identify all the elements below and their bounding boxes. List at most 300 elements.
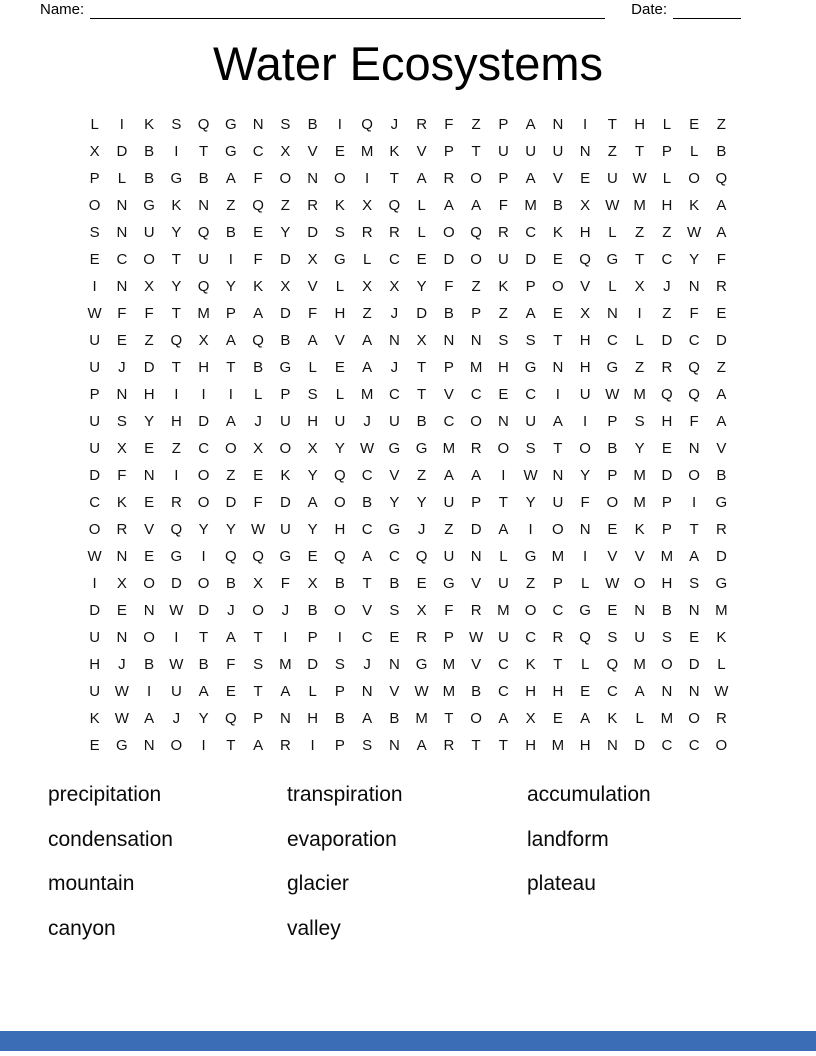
grid-row [81,597,735,624]
grid-row [81,381,735,408]
grid-letter: C [606,332,618,349]
grid-letter: U [525,143,537,160]
grid-letter: A [525,305,536,322]
grid-letter: J [227,602,235,619]
grid-letter: I [692,494,697,511]
grid-letter: X [116,575,127,592]
grid-letter: Y [307,467,318,484]
grid-letter: A [443,467,454,484]
grid-letter: S [334,224,345,241]
grid-letter: Y [525,494,536,511]
grid-letter: O [225,440,237,457]
grid-letter: A [144,710,155,727]
grid-row [81,273,735,300]
grid-letter: B [225,224,236,241]
grid-letter: C [688,737,700,754]
grid-letter: A [225,413,236,430]
grid-letter: F [117,305,127,322]
grid-letter: D [198,413,210,430]
grid-letter: Q [688,359,700,376]
grid-letter: P [607,467,618,484]
grid-letter: D [688,656,700,673]
grid-letter: L [608,224,617,241]
grid-letter: C [361,467,373,484]
grid-letter: J [390,359,399,376]
grid-letter: N [116,197,128,214]
grid-letter: I [583,116,588,133]
grid-letter: Z [226,197,236,214]
grid-letter: C [525,629,537,646]
grid-letter: R [443,737,455,754]
grid-letter: B [334,575,345,592]
grid-letter: D [634,737,646,754]
grid-letter: K [716,629,727,646]
grid-letter: U [198,251,210,268]
grid-letter: H [661,575,673,592]
grid-letter: T [635,143,645,160]
grid-letter: S [334,656,345,673]
grid-letter: Z [471,278,481,295]
grid-letter: P [443,143,454,160]
grid-letter: M [633,656,646,673]
grid-letter: G [225,143,237,160]
grid-letter: K [389,143,400,160]
grid-letter: O [633,575,646,592]
grid-letter: W [114,710,129,727]
grid-letter: F [444,278,454,295]
grid-letter: Q [579,629,591,646]
grid-letter: B [198,656,209,673]
grid-letter: F [580,494,590,511]
grid-letter: X [253,440,264,457]
grid-letter: N [661,683,673,700]
grid-letter: B [661,602,672,619]
grid-letter: M [660,548,674,565]
grid-letter: M [360,386,374,403]
word-list [48,773,786,951]
grid-letter: N [307,170,319,187]
grid-letter: G [606,251,619,268]
grid-letter: R [279,737,291,754]
grid-letter: S [634,413,645,430]
grid-letter: H [334,521,346,538]
grid-letter: B [607,440,618,457]
grid-letter: A [443,197,454,214]
grid-letter: K [607,710,618,727]
grid-letter: S [280,116,291,133]
grid-row [81,678,735,705]
grid-letter: M [497,602,510,619]
grid-letter: A [225,332,236,349]
grid-letter: E [116,602,127,619]
grid-letter: T [199,143,209,160]
grid-letter: O [88,197,101,214]
grid-letter: R [416,629,428,646]
grid-letter: Y [198,521,209,538]
grid-letter: H [170,413,182,430]
grid-letter: G [334,251,346,268]
grid-letter: A [471,467,482,484]
grid-letter: S [307,386,318,403]
grid-letter: F [280,575,290,592]
grid-letter: H [634,116,646,133]
grid-letter: I [119,116,124,133]
grid-letter: C [388,386,400,403]
grid-row [81,300,735,327]
grid-letter: W [687,224,702,241]
grid-letter: T [417,386,427,403]
grid-letter: B [198,170,209,187]
grid-letter: F [253,170,263,187]
grid-letter: U [89,440,101,457]
grid-letter: C [388,548,400,565]
grid-letter: O [334,170,346,187]
grid-letter: V [389,467,400,484]
grid-letter: C [361,629,373,646]
grid-letter: N [634,602,646,619]
grid-letter: K [280,467,291,484]
grid-letter: G [170,170,183,187]
grid-letter: G [388,440,401,457]
grid-letter: W [87,305,102,322]
word-search-grid [81,111,735,759]
grid-letter: E [253,467,264,484]
grid-letter: V [471,656,482,673]
grid-letter: A [525,116,536,133]
grid-letter: O [143,575,155,592]
grid-letter: L [635,332,644,349]
grid-letter: E [689,116,700,133]
grid-letter: U [89,359,101,376]
grid-letter: W [605,575,620,592]
grid-letter: K [144,116,155,133]
grid-letter: Z [716,359,726,376]
grid-letter: A [253,305,264,322]
grid-letter: D [279,251,291,268]
name-date-header [40,1,741,19]
grid-letter: F [253,251,263,268]
grid-letter: N [579,521,591,538]
grid-letter: I [201,386,206,403]
grid-letter: T [689,521,699,538]
grid-letter: A [716,413,727,430]
grid-letter: F [716,251,726,268]
grid-row [81,219,735,246]
grid-letter: U [443,548,455,565]
grid-letter: I [501,467,506,484]
grid-letter: D [661,467,673,484]
grid-letter: L [90,116,99,133]
grid-row [81,327,735,354]
grid-letter: M [524,197,537,214]
grid-letter: P [443,629,454,646]
grid-letter: X [198,332,209,349]
grid-letter: A [362,548,373,565]
grid-letter: B [716,143,727,160]
grid-letter: W [87,548,102,565]
grid-letter: B [307,116,318,133]
grid-letter: G [443,575,455,592]
grid-row [81,489,735,516]
grid-letter: Q [252,548,264,565]
grid-letter: R [116,521,128,538]
grid-letter: P [661,494,672,511]
grid-letter: S [89,224,100,241]
grid-letter: A [580,710,591,727]
grid-letter: Y [634,440,645,457]
grid-letter: G [143,197,155,214]
grid-letter: P [607,413,618,430]
grid-letter: A [552,413,563,430]
grid-letter: B [443,305,454,322]
grid-letter: M [197,305,210,322]
grid-letter: Z [607,143,617,160]
grid-letter: P [334,683,345,700]
grid-letter: S [525,332,536,349]
grid-letter: Y [171,224,182,241]
page-title: Water Ecosystems [213,37,603,90]
grid-letter: K [498,278,509,295]
grid-letter: K [89,710,100,727]
grid-letter: U [170,683,182,700]
grid-letter: O [170,737,183,754]
grid-letter: T [171,359,181,376]
grid-letter: X [280,143,291,160]
grid-letter: B [416,413,427,430]
grid-letter: D [307,656,319,673]
grid-letter: F [498,197,508,214]
grid-letter: U [279,413,291,430]
grid-row [81,408,735,435]
grid-letter: O [470,710,482,727]
grid-letter: N [143,737,155,754]
grid-letter: S [253,656,264,673]
grid-letter: O [279,440,292,457]
grid-letter: N [116,278,128,295]
grid-letter: F [308,305,318,322]
grid-letter: M [633,386,646,403]
grid-letter: K [116,494,127,511]
grid-letter: Q [579,251,591,268]
grid-letter: P [225,305,236,322]
grid-letter: V [552,170,563,187]
grid-letter: T [444,710,454,727]
grid-letter: E [389,629,400,646]
grid-letter: N [443,332,455,349]
grid-letter: O [197,467,210,484]
grid-letter: Z [635,224,645,241]
grid-letter: Z [417,467,427,484]
grid-letter: L [689,143,699,160]
grid-letter: Y [689,251,700,268]
grid-letter: S [171,116,182,133]
grid-letter: Y [416,494,427,511]
grid-letter: Y [280,224,291,241]
grid-letter: H [579,224,591,241]
grid-letter: H [143,386,155,403]
grid-letter: N [579,143,591,160]
grid-letter: M [633,494,646,511]
word-item: valley [287,916,341,940]
grid-letter: T [471,737,481,754]
grid-letter: V [334,332,345,349]
grid-letter: U [606,170,618,187]
grid-letter: H [661,413,673,430]
grid-letter: V [580,278,591,295]
grid-letter: E [89,251,100,268]
grid-row [81,732,735,759]
grid-letter: C [661,737,673,754]
grid-letter: N [470,548,482,565]
grid-letter: I [92,278,97,295]
grid-letter: J [254,413,262,430]
grid-row [81,138,735,165]
grid-letter: V [443,386,454,403]
grid-letter: A [471,197,482,214]
grid-letter: M [551,548,565,565]
grid-letter: A [416,737,427,754]
grid-letter: Q [388,197,401,214]
grid-letter: Q [688,386,700,403]
grid-letter: F [226,656,236,673]
grid-letter: J [281,602,290,619]
grid-letter: E [661,440,672,457]
grid-letter: I [637,305,642,322]
grid-letter: J [118,656,126,673]
grid-letter: Y [389,494,400,511]
grid-letter: E [416,575,427,592]
grid-letter: F [144,305,154,322]
grid-letter: O [661,656,673,673]
grid-letter: I [174,386,179,403]
grid-letter: N [116,386,128,403]
grid-letter: J [390,116,399,133]
grid-letter: Z [662,224,672,241]
grid-letter: J [663,278,671,295]
grid-letter: G [279,548,292,565]
grid-letter: U [89,332,101,349]
grid-letter: X [362,197,373,214]
grid-letter: V [362,602,373,619]
grid-letter: E [116,332,127,349]
grid-letter: N [688,602,700,619]
grid-letter: X [634,278,645,295]
grid-letter: R [307,197,319,214]
grid-letter: L [717,656,726,673]
grid-letter: O [688,710,700,727]
grid-letter: C [552,602,564,619]
grid-letter: X [580,197,591,214]
grid-row [81,624,735,651]
grid-letter: E [498,386,509,403]
grid-letter: W [714,683,729,700]
grid-letter: M [633,467,646,484]
grid-letter: E [307,548,318,565]
grid-letter: D [170,575,182,592]
grid-letter: T [253,683,263,700]
grid-letter: U [579,386,591,403]
grid-letter: W [414,683,429,700]
grid-letter: T [362,575,372,592]
grid-letter: B [144,143,155,160]
grid-letter: A [362,359,373,376]
grid-letter: L [662,116,672,133]
grid-letter: L [253,386,263,403]
grid-letter: N [252,116,264,133]
grid-letter: Y [144,413,155,430]
grid-letter: L [499,548,508,565]
grid-letter: T [171,305,181,322]
grid-letter: T [498,494,508,511]
grid-letter: S [116,413,127,430]
grid-letter: N [143,602,155,619]
grid-letter: G [388,521,401,538]
grid-letter: U [143,224,155,241]
grid-letter: C [252,143,264,160]
grid-letter: J [118,359,126,376]
grid-letter: W [251,521,266,538]
footer-bar [0,1031,816,1051]
grid-letter: S [689,575,700,592]
grid-letter: B [471,683,482,700]
grid-letter: L [417,224,426,241]
grid-letter: M [551,737,565,754]
grid-letter: H [307,413,319,430]
word-list-column [287,773,527,951]
grid-letter: C [606,683,618,700]
grid-letter: V [389,683,400,700]
grid-letter: E [552,710,563,727]
grid-letter: B [253,359,264,376]
grid-letter: A [716,224,727,241]
grid-letter: O [470,251,482,268]
grid-letter: N [279,710,291,727]
grid-letter: M [279,656,292,673]
grid-letter: L [335,278,345,295]
grid-letter: C [388,251,400,268]
grid-letter: Q [225,710,237,727]
grid-letter: A [225,629,236,646]
grid-letter: T [389,170,399,187]
grid-letter: B [334,710,345,727]
grid-letter: E [144,440,155,457]
grid-letter: X [89,143,100,160]
grid-letter: G [524,548,537,565]
grid-letter: H [579,332,591,349]
grid-letter: W [605,386,620,403]
grid-letter: V [307,143,318,160]
grid-letter: L [308,683,317,700]
grid-letter: B [225,575,236,592]
grid-letter: B [389,575,400,592]
grid-letter: Q [334,548,346,565]
grid-letter: L [117,170,127,187]
grid-letter: Z [662,305,672,322]
grid-letter: Z [280,197,290,214]
grid-letter: N [388,656,400,673]
grid-letter: D [143,359,155,376]
grid-letter: H [525,737,537,754]
grid-letter: B [144,656,155,673]
grid-row [81,462,735,489]
grid-letter: K [334,197,345,214]
grid-letter: O [552,521,564,538]
grid-letter: O [252,602,264,619]
grid-letter: I [310,737,315,754]
grid-letter: R [361,224,373,241]
grid-letter: X [416,332,427,349]
grid-letter: I [147,683,152,700]
